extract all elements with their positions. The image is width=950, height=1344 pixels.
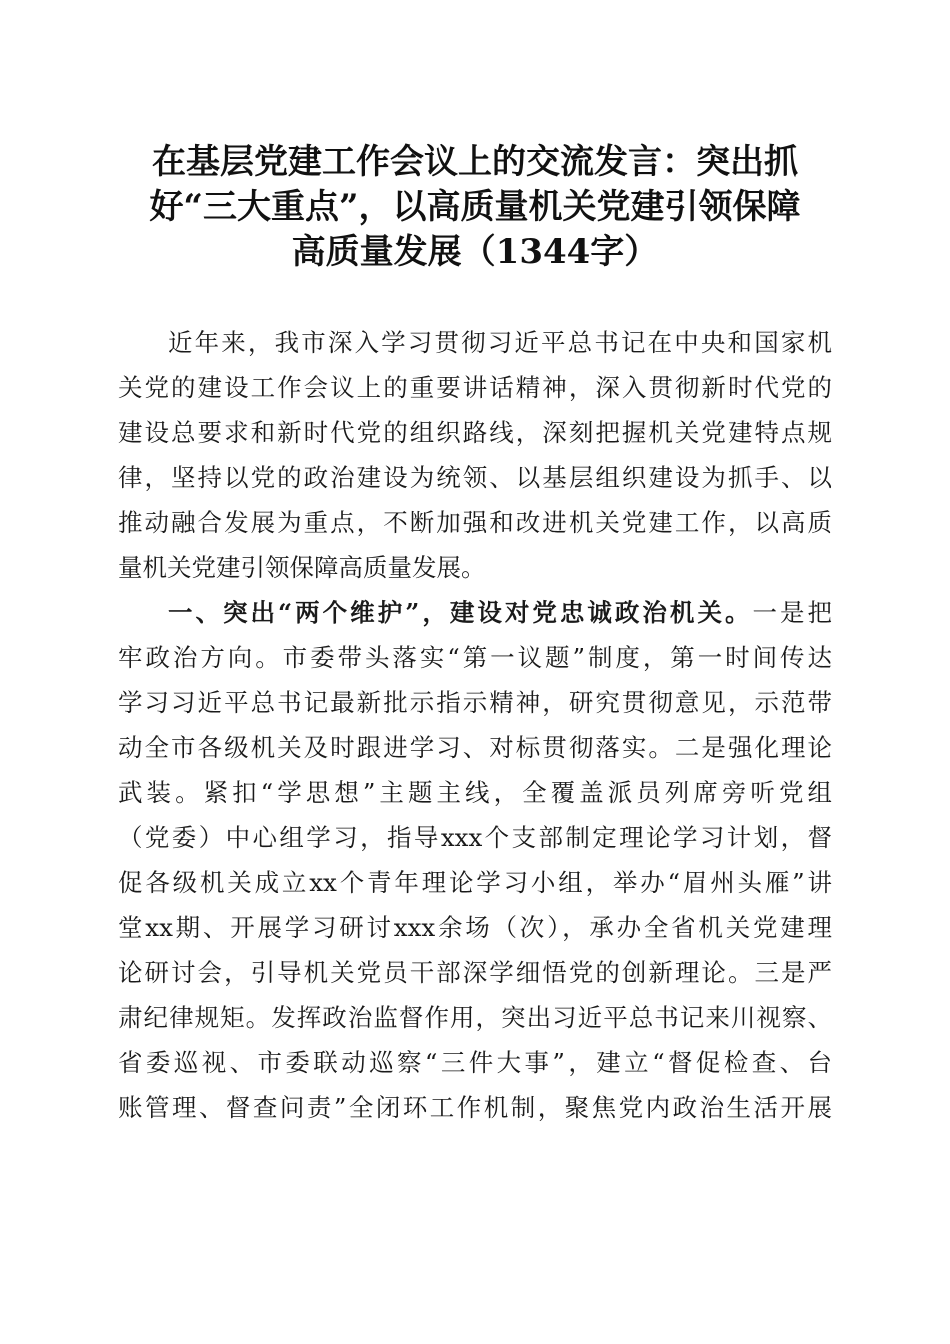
title-line-3: 高质量发展（1344字） xyxy=(291,232,659,272)
paragraph-line: 量机关党建引领保障高质量发展。 xyxy=(118,553,486,582)
paragraph-line: 推动融合发展为重点，不断加强和改进机关党建工作，以高质 xyxy=(118,508,832,537)
document-title xyxy=(118,140,832,275)
paragraph-line: 动全市各级机关及时跟进学习、对标贯彻落实。二是强化理论 xyxy=(118,733,832,762)
section-heading: 一、突出“两个维护”，建设对党忠诚政治机关。 xyxy=(168,598,753,627)
paragraph-line: 关党的建设工作会议上的重要讲话精神，深入贯彻新时代党的 xyxy=(118,373,832,402)
paragraph-line: （党委）中心组学习，指导xxx个支部制定理论学习计划，督 xyxy=(118,823,832,852)
paragraph-line: 账管理、督查问责”全闭环工作机制，聚焦党内政治生活开展 xyxy=(118,1093,832,1122)
paragraph-line: 肃纪律规矩。发挥政治监督作用，突出习近平总书记来川视察、 xyxy=(118,1003,832,1032)
paragraph-line: 律，坚持以党的政治建设为统领、以基层组织建设为抓手、以 xyxy=(118,463,832,492)
paragraph-section-1 xyxy=(118,590,832,1130)
paragraph-line: 促各级机关成立xx个青年理论学习小组，举办“眉州头雁”讲 xyxy=(118,868,832,897)
document-body xyxy=(118,320,832,1130)
paragraph-line: 武装。紧扣“学思想”主题主线，全覆盖派员列席旁听党组 xyxy=(118,778,832,807)
title-line-2: 好“三大重点”，以高质量机关党建引领保障 xyxy=(149,187,801,227)
paragraph-line: 论研讨会，引导机关党员干部深学细悟党的创新理论。三是严 xyxy=(118,958,832,987)
paragraph-line xyxy=(118,590,832,635)
paragraph-line: 建设总要求和新时代党的组织路线，深刻把握机关党建特点规 xyxy=(118,418,832,447)
paragraph-line: 近年来，我市深入学习贯彻习近平总书记在中央和国家机 xyxy=(168,328,832,357)
paragraph-line: 学习习近平总书记最新批示指示精神，研究贯彻意见，示范带 xyxy=(118,688,832,717)
paragraph-line: 省委巡视、市委联动巡察“三件大事”，建立“督促检查、台 xyxy=(118,1048,832,1077)
paragraph-intro xyxy=(118,320,832,590)
title-line-1: 在基层党建工作会议上的交流发言：突出抓 xyxy=(152,142,798,182)
paragraph-line: 牢政治方向。市委带头落实“第一议题”制度，第一时间传达 xyxy=(118,643,832,672)
paragraph-line: 堂xx期、开展学习研讨xxx余场（次），承办全省机关党建理 xyxy=(118,913,832,942)
section-heading-continuation: 一是把 xyxy=(752,598,832,627)
